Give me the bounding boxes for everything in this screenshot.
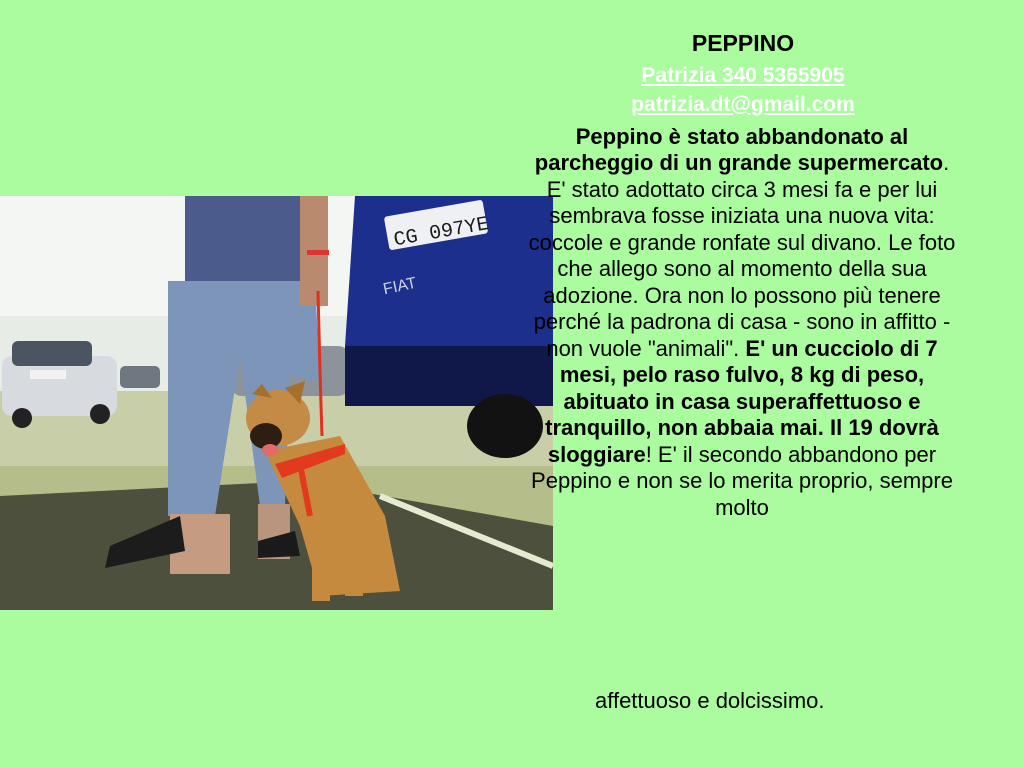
dog-photo — [0, 196, 553, 610]
story-intro-bold: Peppino è stato abbandonato al parcheggio di un grande supermercato — [534, 123, 944, 175]
story-tail: affettuoso e dolcissimo. — [595, 688, 825, 713]
dog-photo-illustration — [0, 196, 553, 610]
contact-email-link[interactable]: patrizia.dt@gmail.com — [631, 92, 855, 116]
story-details-bold: E' un cucciolo di 7 mesi, pelo raso fulvo, 8 kg di peso, abituato in casa superaffettuoso e tranquillo, non abbaia mai. Il 19 dovrà sloggiare — [545, 335, 939, 467]
story-ending: ! E' il secondo abbandono per Peppino e non se lo merita proprio, sempre molto — [531, 441, 953, 520]
text-column — [520, 30, 966, 521]
page-title: PEPPINO — [691, 30, 795, 56]
fiat-badge: FIAT — [381, 274, 418, 299]
contact-phone-link[interactable]: Patrizia 340 5365905 — [641, 63, 845, 87]
story-paragraph — [520, 124, 966, 522]
license-plate: CG 097YE — [392, 213, 491, 253]
story-body: . E' stato adottato circa 3 mesi fa e per lui sembrava fosse iniziata una nuova vita: coccole e grande ronfate sul divano. Le foto che allego sono al momento della sua adozione. Ora non lo possono più tenere perché la padrona di casa - sono in affitto - non vuole "animali". — [528, 150, 956, 361]
